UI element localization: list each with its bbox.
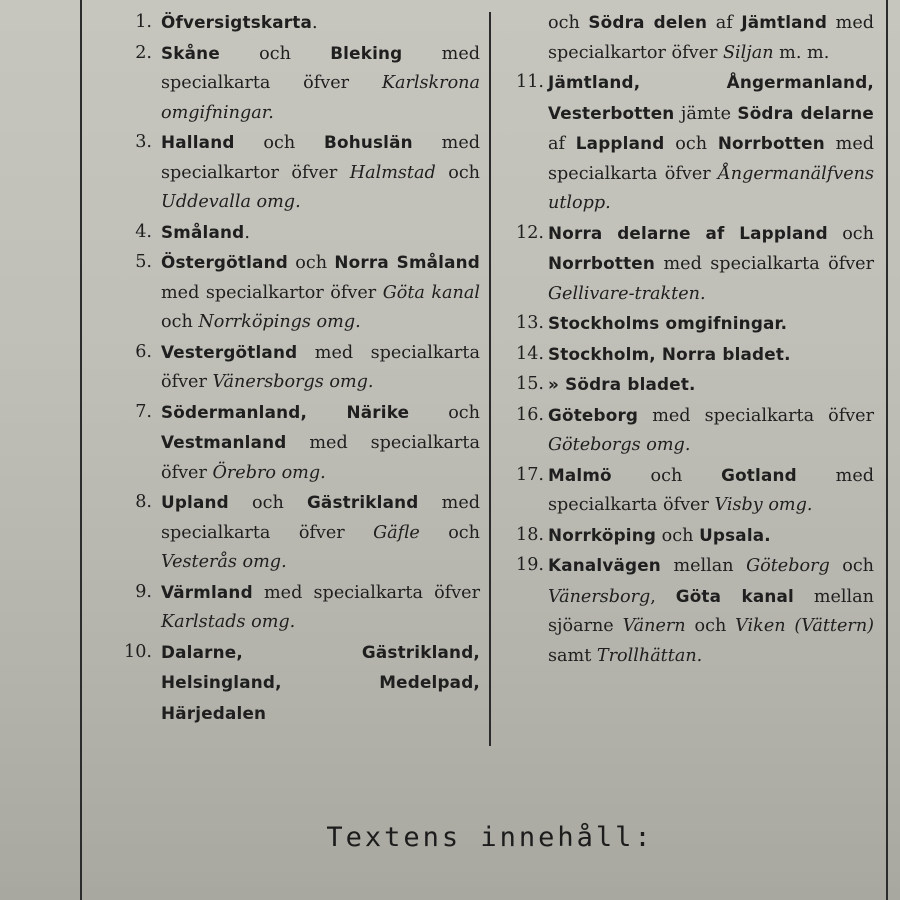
text-segment: m. m.: [773, 42, 830, 63]
list-number: 7.: [135, 401, 152, 422]
text-segment: med specialkarta öfver: [655, 254, 874, 274]
text-segment: med specialkarta öfver: [161, 493, 481, 543]
list-number: 11.: [516, 72, 544, 92]
list-item: [96, 248, 480, 338]
list-item: [96, 8, 480, 39]
list-item-text: [548, 370, 874, 401]
bold-term: Södermanland, Närike: [161, 401, 410, 422]
list-item-text: [161, 338, 480, 398]
list-item: [96, 398, 480, 489]
list-number: 4.: [135, 221, 152, 242]
bold-term: Jämtland, Ångermanland, Vesterbotten: [548, 72, 874, 123]
bold-term: Kanalvägen: [548, 555, 661, 575]
bold-term: Norrbotten: [717, 133, 825, 153]
list-item: [96, 638, 480, 730]
list-item-continuation: [498, 8, 874, 68]
list-item: [96, 218, 480, 249]
list-item-text: [161, 248, 480, 338]
list-item-text: [161, 8, 480, 39]
bold-term: Bleking: [330, 42, 403, 63]
list-number: 2.: [135, 42, 152, 63]
text-segment: och: [419, 522, 480, 543]
bold-term: Jämtland: [741, 12, 828, 32]
italic-term: Örebro omg.: [212, 462, 326, 483]
map-list-left-column: [96, 8, 480, 729]
text-segment: med specialkarta öfver: [161, 43, 480, 93]
list-number: 10.: [124, 641, 152, 662]
italic-term: Karlstads omg.: [161, 612, 296, 632]
italic-term: Gellivare-trakten.: [548, 283, 706, 304]
text-segment: med specialkarta öfver: [252, 582, 480, 603]
text-segment: samt: [548, 645, 597, 666]
text-segment: och: [234, 133, 324, 153]
bold-term: Halland: [161, 132, 235, 152]
list-number: 6.: [135, 341, 152, 362]
text-segment: och: [228, 493, 307, 513]
text-segment: och: [664, 134, 718, 154]
list-number: 1.: [135, 12, 152, 32]
text-segment: ,: [650, 586, 676, 607]
text-segment: med specialkartor öfver: [161, 133, 480, 183]
bold-term: Malmö: [548, 464, 612, 485]
list-item-text: [548, 8, 874, 68]
list-number: 18.: [516, 524, 544, 545]
list-number: 16.: [516, 404, 544, 425]
italic-term: Norrköpings omg.: [198, 312, 361, 332]
list-item-text: [161, 218, 480, 249]
italic-term: Viken (Vättern): [735, 616, 875, 636]
text-segment: med specialkarta öfver: [548, 134, 874, 184]
column-divider-rule: [489, 12, 491, 746]
list-number: 3.: [135, 132, 152, 152]
list-item: [96, 128, 480, 218]
bold-term: Värmland: [161, 581, 253, 602]
italic-term: Vänern: [622, 616, 686, 636]
bold-term: Bohuslän: [323, 132, 413, 152]
italic-term: Vesterås omg.: [161, 552, 287, 572]
bold-term: Norrköping: [548, 524, 657, 545]
list-item: [498, 461, 874, 521]
italic-term: Ångermanälfvens utlopp.: [548, 163, 874, 213]
list-item-text: [161, 638, 480, 730]
text-segment: och: [829, 556, 874, 576]
text-segment: och: [287, 253, 335, 273]
italic-term: Göteborg: [746, 556, 830, 576]
list-number: 14.: [516, 343, 544, 364]
list-item: [498, 219, 874, 310]
left-border-rule: [80, 0, 82, 900]
right-border-rule: [886, 0, 888, 900]
italic-term: Vänersborgs omg.: [212, 372, 374, 392]
bold-term: Upland: [161, 492, 229, 512]
list-number: 12.: [516, 222, 544, 243]
list-number: 17.: [516, 464, 544, 485]
text-segment: och: [611, 465, 722, 486]
list-number: [498, 8, 548, 68]
list-item-text: [548, 340, 874, 371]
list-item: [498, 521, 874, 552]
list-item-text: [548, 309, 874, 340]
list-item: [96, 39, 480, 129]
italic-term: Halmstad: [349, 162, 436, 183]
list-number: 13.: [516, 313, 544, 333]
list-item-text: [548, 68, 874, 219]
section-heading: Textens innehåll:: [326, 822, 654, 853]
list-item-text: [548, 401, 874, 461]
text-segment: med specialkarta öfver: [161, 342, 480, 392]
text-segment: och: [219, 43, 331, 64]
italic-term: Gäfle: [373, 522, 420, 543]
text-segment: med specialkartor öfver: [161, 282, 383, 303]
list-item: [498, 340, 874, 371]
bold-term: Upsala.: [699, 524, 771, 545]
text-segment: af: [548, 134, 576, 154]
list-number: 9.: [135, 581, 152, 602]
text-segment: och: [161, 312, 199, 332]
italic-term: Siljan: [722, 42, 774, 63]
bold-term: Södra delarne: [737, 102, 875, 123]
text-segment: .: [312, 13, 318, 33]
text-segment: mellan sjöarne: [548, 586, 874, 636]
bold-term: Vestmanland: [161, 432, 287, 452]
list-number: 19.: [516, 555, 544, 575]
italic-term: Vänersborg: [548, 586, 651, 607]
bold-term: Norrbotten: [548, 253, 656, 273]
bold-term: Norra delarne af Lappland: [548, 222, 828, 243]
list-item-text: [161, 39, 480, 129]
list-item: [498, 68, 874, 219]
italic-term: Karlskrona omgifningar.: [161, 73, 480, 123]
list-item: [498, 370, 874, 401]
bold-term: Lappland: [575, 133, 665, 153]
text-segment: jämte: [674, 103, 738, 124]
list-number: 5.: [135, 252, 152, 272]
text-segment: .: [244, 222, 250, 243]
bold-term: Öfversigtskarta: [161, 12, 313, 32]
list-item: [498, 551, 874, 671]
text-segment: med specialkarta öfver: [638, 405, 874, 426]
list-item-text: [548, 551, 874, 671]
bold-term: Gotland: [721, 464, 797, 485]
bold-term: Småland: [161, 221, 245, 242]
text-segment: med specialkartor öfver: [548, 13, 875, 63]
text-segment: och: [827, 223, 874, 244]
list-number: 8.: [135, 492, 152, 512]
list-item: [96, 338, 480, 398]
bold-term: Skåne: [161, 42, 220, 63]
map-list-right-column: [498, 8, 874, 671]
italic-term: Göta kanal: [382, 282, 480, 303]
bold-term: Gästrikland: [306, 492, 419, 512]
bold-term: Östergötland: [161, 252, 288, 272]
italic-term: Visby omg.: [714, 495, 813, 515]
list-number: 15.: [516, 374, 544, 394]
list-item-text: [548, 219, 874, 310]
bold-term: Göta kanal: [675, 585, 794, 606]
list-item: [96, 578, 480, 638]
italic-term: Göteborgs omg.: [548, 435, 691, 455]
list-item-text: [161, 578, 480, 638]
text-segment: med specialkarta öfver: [161, 433, 480, 483]
bold-term: Göteborg: [548, 404, 639, 425]
text-segment: och: [548, 13, 589, 33]
text-segment: och: [656, 525, 700, 546]
list-item-text: [548, 521, 874, 552]
text-segment: af: [707, 13, 742, 33]
list-item-text: [161, 488, 480, 578]
list-item-text: [161, 128, 480, 218]
list-item: [498, 309, 874, 340]
bold-term: Vestergötland: [161, 341, 298, 362]
list-item-text: [161, 398, 480, 489]
text-segment: mellan: [660, 556, 747, 576]
italic-term: Uddevalla omg.: [161, 192, 301, 212]
bold-term: Stockholm, Norra bladet.: [548, 343, 791, 364]
text-segment: och: [409, 402, 480, 423]
list-item: [96, 488, 480, 578]
text-segment: och: [435, 162, 480, 183]
italic-term: Trollhättan.: [596, 645, 703, 666]
bold-term: » Södra bladet.: [548, 374, 696, 394]
bold-term: Norra Småland: [334, 252, 481, 272]
bold-term: Södra delen: [588, 12, 708, 32]
bold-term: Dalarne, Gästrikland, Helsingland, Medelpad, Härjedalen: [161, 641, 480, 723]
list-item-text: [548, 461, 874, 521]
bold-term: Stockholms omgifningar.: [548, 313, 788, 333]
text-segment: och: [685, 616, 736, 636]
list-item: [498, 401, 874, 461]
text-segment: med specialkarta öfver: [548, 465, 874, 515]
